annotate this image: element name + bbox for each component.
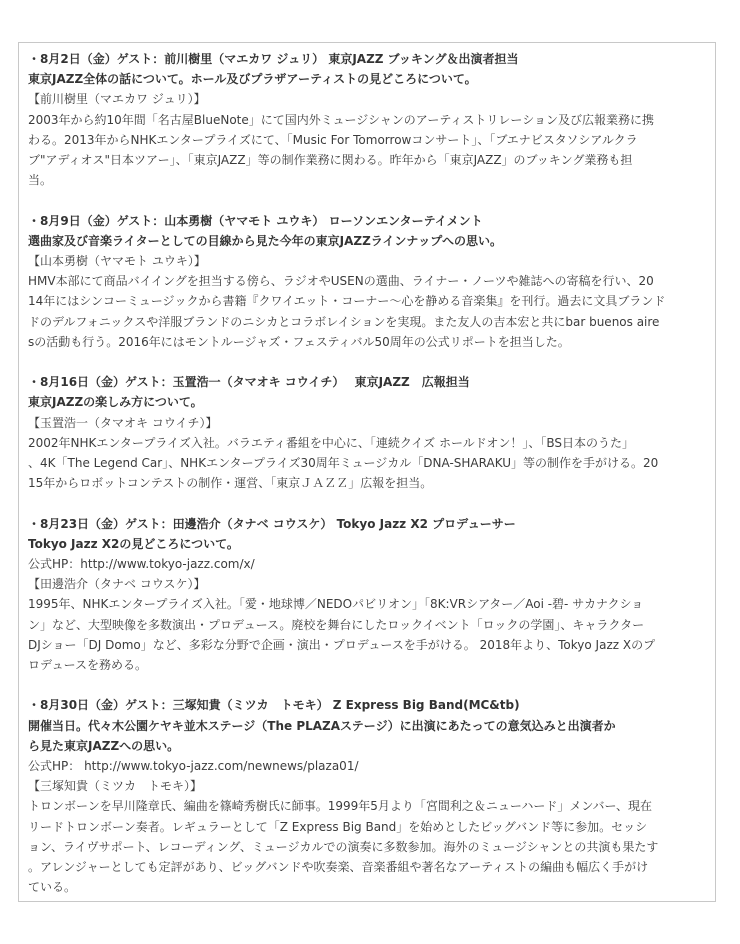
body-text-line: 2003年から約10年間「名古屋BlueNote」にて国内外ミュージシャンのアーティストリレーション及び広報業務に携 [28, 112, 654, 127]
official-site-link[interactable]: 公式HP：http://www.tokyo-jazz.com/x/ [28, 557, 255, 572]
guest-heading: ・8月30日（金）ゲスト：三塚知貴（ミツカ トモキ） Z Express Big Band(MC&tb) [28, 698, 520, 713]
body-text-line: 、4K「The Legend Car」、NHKエンタープライズ30周年ミュージカル「DNA-SHARAKU」等の制作を手がける。20 [28, 456, 659, 471]
guest-section [28, 372, 708, 493]
body-text-line: リードトロンボーン奏者。レギュラーとして「Z Express Big Band」を始めとしたビッグバンド等に参加。セッシ [28, 819, 648, 834]
guest-heading: ・8月2日（金）ゲスト：前川樹里（マエカワ ジュリ） 東京JAZZ ブッキング＆出演者担当 [28, 52, 519, 66]
guest-name-label: 【玉置浩一（タマオキ コウイチ）】 [28, 415, 218, 430]
body-text-line: sの活動も行う。2016年にはモントルージャズ・フェスティバル50周年の公式リポートを担当した。 [28, 334, 570, 349]
body-text-line: 当。 [28, 173, 53, 188]
guest-heading: ・8月9日（金）ゲスト：山本勇樹（ヤマモト ユウキ） ローソンエンターテイメント [28, 213, 483, 228]
body-text-line: ブ"アディオス"日本ツアー」、「東京JAZZ」等の制作業務に関わる。昨年から「東京JAZZ」のブッキング業務も担 [28, 153, 633, 168]
guest-section [28, 514, 708, 676]
body-text-line: 1995年、NHKエンタープライズ入社。「愛・地球博／NEDOパビリオン」「8K:VRシアター／Aoi -碧- サカナクショ [28, 597, 644, 612]
guest-section [28, 49, 708, 190]
guest-name-label: 【三塚知貴（ミツカ トモキ）】 [28, 779, 203, 794]
body-text-line: 。アレンジャーとしても定評があり、ビッグバンドや吹奏楽、音楽番組や著名なアーティストの編曲も幅広く手がけ [28, 860, 649, 875]
body-text-line: 14年にはシンコーミュージックから書籍『クワイエット・コーナー〜心を静める音楽集』を刊行。過去に文具ブランド [28, 294, 666, 309]
guest-name-label: 【前川樹里（マエカワ ジュリ）】 [28, 92, 206, 107]
body-text-line: 2002年NHKエンタープライズ入社。バラエティ番組を中心に、「連続クイズ ホールドオン！」、「BS日本のうた」 [28, 435, 635, 450]
topic-line: 東京JAZZ全体の話について。ホール及びプラザアーティストの見どころについて。 [28, 72, 477, 87]
body-text-line: ロデュースを務める。 [28, 658, 148, 673]
guest-heading: ・8月16日（金）ゲスト：玉置浩一（タマオキ コウイチ） 東京JAZZ 広報担当 [28, 375, 470, 390]
body-text-line: ている。 [28, 880, 77, 895]
guest-section [28, 695, 708, 897]
body-text-line: HMV本部にて商品バイイングを担当する傍ら、ラジオやUSENの選曲、ライナー・ノーツや雑誌への寄稿を行い、20 [28, 274, 654, 289]
guest-name-label: 【田邊浩介（タナベ コウスケ）】 [28, 577, 206, 592]
topic-line: 選曲家及び音楽ライターとしての目線から見た今年の東京JAZZラインナップへの思い。 [28, 233, 502, 248]
official-site-link[interactable]: 公式HP： http://www.tokyo-jazz.com/newnews/plaza01/ [28, 759, 359, 774]
topic-line: Tokyo Jazz X2の見どころについて。 [28, 536, 239, 551]
body-text-line: DJショー「DJ Domo」など、多彩な分野で企画・演出・プロデュースを手がける。 2018年より、Tokyo Jazz Xのプ [28, 637, 656, 652]
topic-line: ら見た東京JAZZへの思い。 [28, 738, 180, 753]
guest-schedule-list [28, 49, 708, 918]
topic-line: 開催当日。代々木公園ケヤキ並木ステージ（The PLAZAステージ）に出演にあたっての意気込みと出演者か [28, 718, 616, 733]
body-text-line: わる。2013年からNHKエンタープライズにて、「Music For Tomorrowコンサート」、「ブエナビスタソシアルクラ [28, 132, 638, 147]
guest-name-label: 【山本勇樹（ヤマモト ユウキ）】 [28, 254, 206, 269]
guest-section [28, 211, 708, 352]
body-text-line: ン」など、大型映像を多数演出・プロデュース。廃校を舞台にしたロックイベント「ロックの学園」、キャラクター [28, 617, 645, 632]
body-text-line: トロンボーンを早川隆章氏、編曲を篠崎秀樹氏に師事。1999年5月より「宮間利之＆ニューハード」メンバー、現在 [28, 799, 653, 814]
body-text-line: ドのデルフォニックスや洋服ブランドのニシカとコラボレイションを実現。また友人の吉本宏と共にbar buenos aire [28, 314, 660, 329]
body-text-line: 15年からロボットコンテストの制作・運営、「東京ＪＡＺＺ」広報を担当。 [28, 476, 433, 491]
body-text-line: ョン、ライヴサポート、レコーディング、ミュージカルでの演奏に多数参加。海外のミュージシャンとの共演も果たす [28, 839, 659, 854]
topic-line: 東京JAZZの楽しみ方について。 [28, 395, 203, 410]
guest-heading: ・8月23日（金）ゲスト：田邊浩介（タナベ コウスケ） Tokyo Jazz X2 プロデューサー [28, 516, 516, 531]
